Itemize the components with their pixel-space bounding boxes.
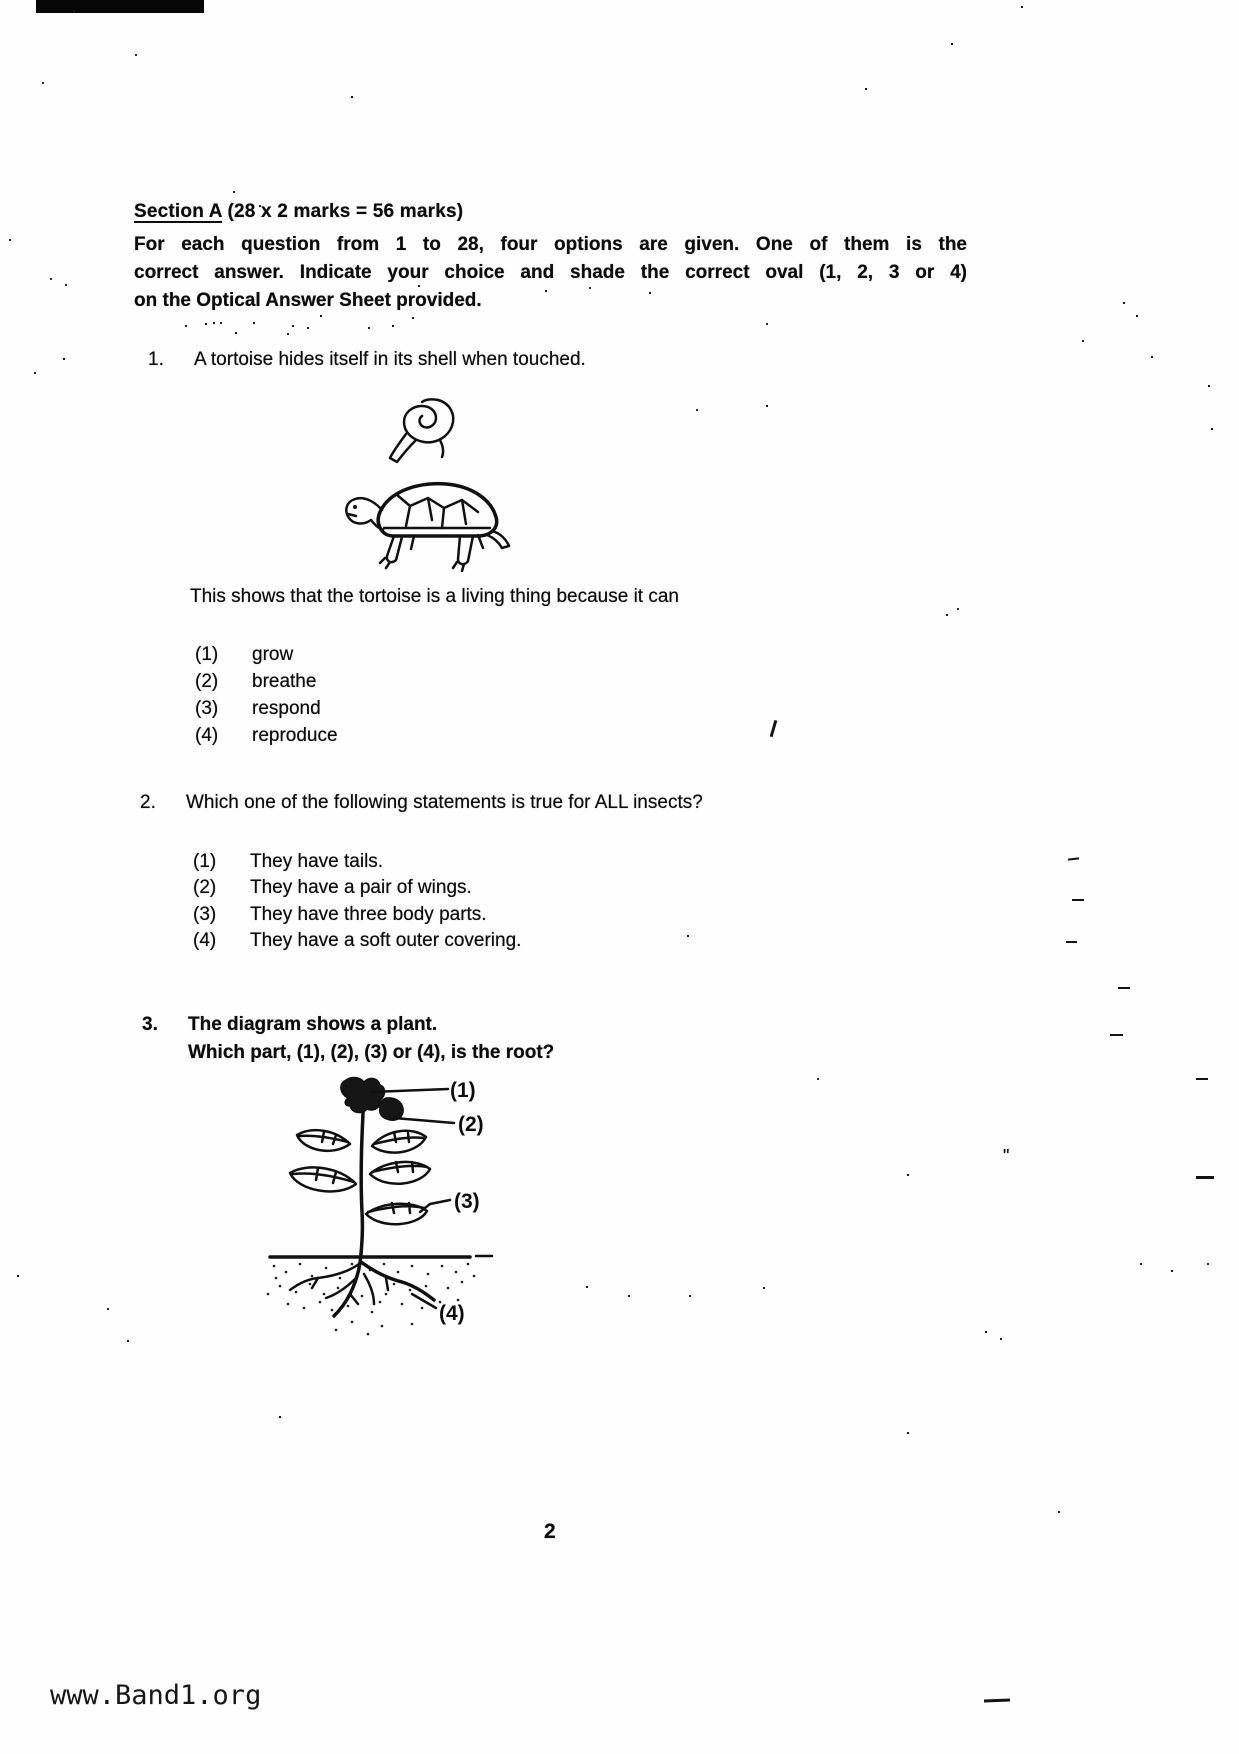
option-label: (3): [193, 904, 217, 925]
q2-option-4: [193, 930, 521, 952]
hand-illustration: [382, 394, 462, 468]
option-label: (1): [195, 644, 219, 665]
option-text: reproduce: [252, 725, 338, 746]
plant-label-4: (4): [439, 1302, 465, 1325]
stray-dash: [1072, 899, 1084, 901]
question-2-number: 2.: [140, 792, 156, 813]
stray-dash: [1066, 941, 1077, 943]
plant-diagram: [252, 1072, 502, 1340]
option-label: (2): [193, 877, 217, 898]
q2-option-1: [193, 851, 383, 873]
footer-url: www.Band1.org: [50, 1680, 262, 1711]
question-2-text: Which one of the following statements is true for ALL insects?: [186, 792, 703, 813]
q2-option-3: [193, 904, 487, 926]
stray-pen-mark: [770, 720, 777, 737]
section-instructions: [134, 231, 967, 315]
flower-part: [341, 1078, 385, 1113]
plant-label-3: (3): [454, 1190, 480, 1213]
page-number: 2: [544, 1520, 556, 1543]
option-text: They have tails.: [250, 851, 384, 872]
scan-noise-dots: [0, 0, 2, 2]
section-header: [134, 201, 463, 223]
stray-dash: [1196, 1078, 1208, 1080]
option-label: (2): [195, 671, 219, 692]
question-3-number: 3.: [142, 1014, 158, 1035]
question-3-text-line2: Which part, (1), (2), (3) or (4), is the root?: [188, 1042, 555, 1063]
q2-option-2: [193, 877, 472, 899]
question-1-number: 1.: [148, 349, 164, 370]
q1-option-1: [195, 644, 293, 666]
option-label: (4): [195, 725, 219, 746]
q1-option-3: [195, 698, 321, 720]
section-title: Section A: [134, 201, 223, 222]
plant-label-2: (2): [458, 1113, 484, 1136]
option-label: (4): [193, 930, 217, 951]
tortoise-illustration: [340, 474, 525, 572]
q1-option-4: [195, 725, 338, 747]
question-1-text: A tortoise hides itself in its shell when touched.: [194, 349, 586, 370]
stray-dash: [1196, 1176, 1214, 1179]
option-text: They have three body parts.: [250, 904, 487, 925]
option-text: They have a soft outer covering.: [250, 930, 522, 951]
q1-option-2: [195, 671, 316, 693]
stray-dash: [1110, 1034, 1123, 1036]
option-label: (1): [193, 851, 217, 872]
option-text: respond: [252, 698, 321, 719]
scan-artifact-bar: [36, 0, 204, 13]
option-label: (3): [195, 698, 219, 719]
question-1-prompt: This shows that the tortoise is a living thing because it can: [190, 586, 679, 607]
option-text: grow: [252, 644, 294, 665]
section-marks: (28 x 2 marks = 56 marks): [222, 201, 464, 222]
instruction-line: For each question from 1 to 28, four options are given. One of them is the: [134, 234, 967, 255]
stray-dash: [1068, 857, 1079, 860]
plant-label-1: (1): [450, 1079, 476, 1102]
instruction-line: on the Optical Answer Sheet provided.: [134, 290, 482, 311]
bud-part: [380, 1098, 404, 1120]
option-text: They have a pair of wings.: [250, 877, 472, 898]
question-3-text-line1: The diagram shows a plant.: [188, 1014, 438, 1035]
option-text: breathe: [252, 671, 317, 692]
stray-quote-mark: ": [1003, 1146, 1010, 1166]
stray-dash: [1118, 987, 1130, 989]
instruction-line: correct answer. Indicate your choice and shade the correct oval (1, 2, 3 or 4): [134, 262, 967, 283]
stray-dash: [984, 1699, 1010, 1703]
